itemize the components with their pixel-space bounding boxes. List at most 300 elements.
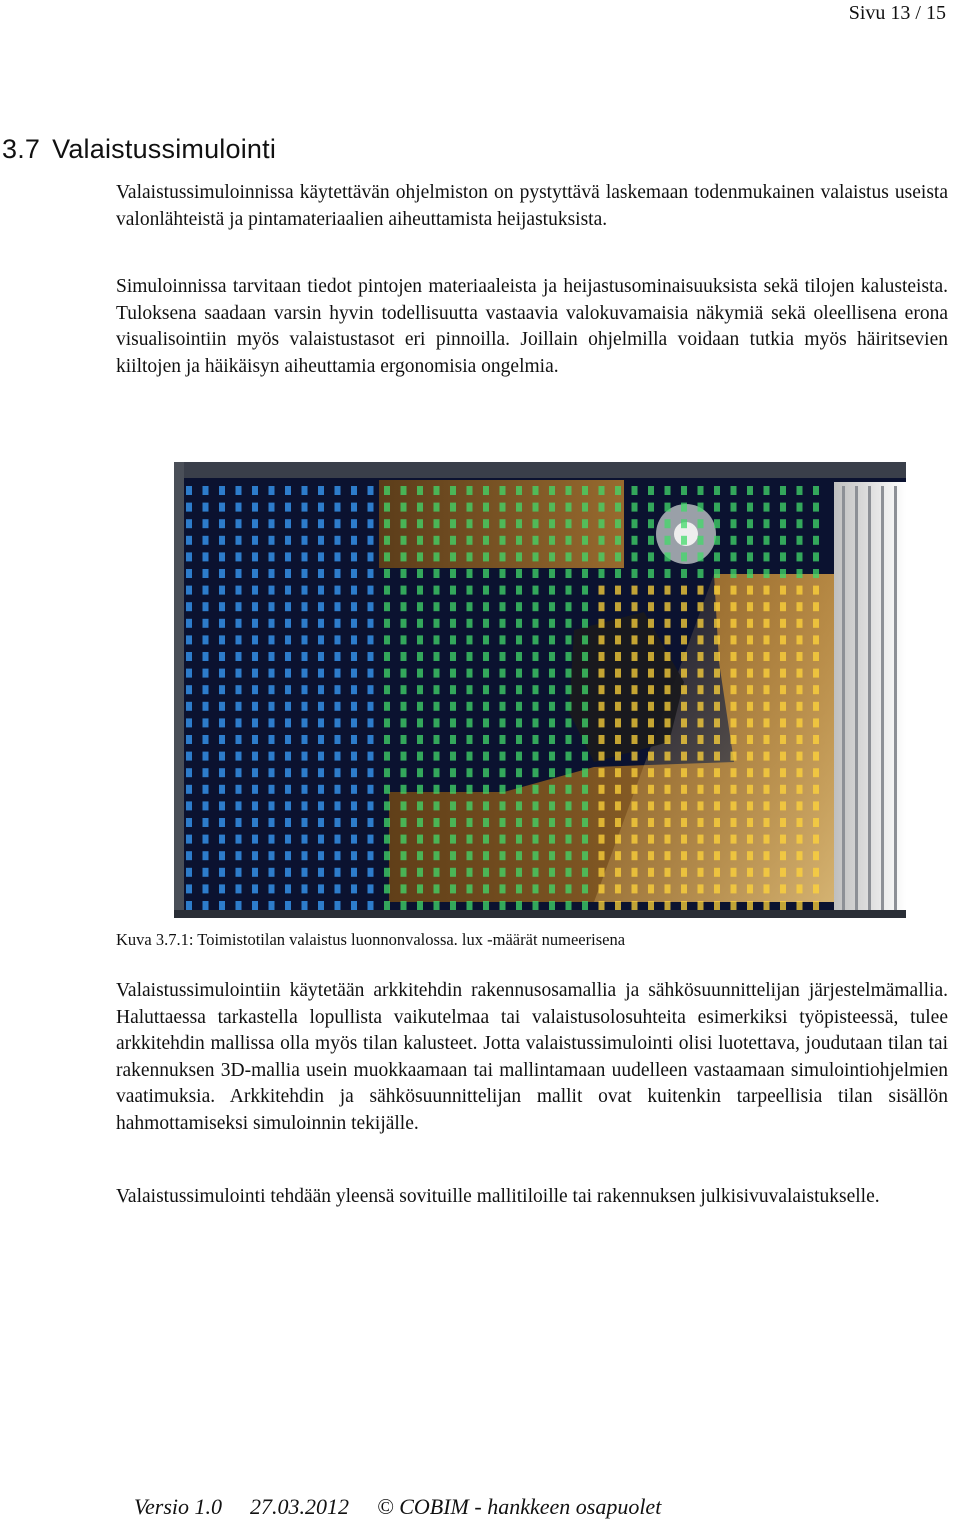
lux-marker [714,503,720,512]
lux-marker [219,735,225,744]
lux-marker [599,768,605,777]
lux-marker [549,569,555,578]
page-footer [134,1494,689,1520]
lux-marker [368,835,374,844]
lux-marker [335,536,341,545]
lux-marker [747,718,753,727]
lux-marker [747,486,753,495]
lux-marker [500,851,506,860]
lux-marker [797,519,803,528]
lux-marker [731,735,737,744]
lux-marker [368,536,374,545]
lux-marker [434,851,440,860]
lux-marker [698,569,704,578]
lux-marker [401,519,407,528]
lux-marker [500,901,506,910]
lux-marker [533,785,539,794]
lux-marker [318,519,324,528]
lux-marker [665,669,671,678]
lux-marker [285,718,291,727]
lux-marker [764,536,770,545]
lux-marker [681,851,687,860]
lux-marker [566,768,572,777]
lux-marker [714,785,720,794]
lux-marker [615,619,621,628]
lux-marker [714,768,720,777]
lux-marker [665,602,671,611]
lux-marker [681,635,687,644]
lux-marker [285,669,291,678]
lux-marker [549,752,555,761]
lux-marker [351,901,357,910]
lux-marker [648,586,654,595]
lux-marker [780,818,786,827]
lux-marker [533,652,539,661]
lux-marker [219,901,225,910]
lux-marker [236,801,242,810]
lux-marker [285,519,291,528]
lux-marker [483,486,489,495]
lux-marker [615,768,621,777]
lux-marker [285,586,291,595]
lux-marker [648,685,654,694]
lux-marker [516,735,522,744]
lux-marker [351,818,357,827]
page-number: Sivu 13 / 15 [848,2,946,24]
lux-marker [351,486,357,495]
lux-marker [747,901,753,910]
lux-marker [285,552,291,561]
lux-marker [599,884,605,893]
lux-marker [764,635,770,644]
lux-marker [731,851,737,860]
lux-marker [368,702,374,711]
lux-marker [516,586,522,595]
lux-marker [780,519,786,528]
lux-marker [467,851,473,860]
lux-marker [648,884,654,893]
lux-marker [401,801,407,810]
lux-marker [368,503,374,512]
lux-marker [582,503,588,512]
lux-marker [615,901,621,910]
lux-marker [747,884,753,893]
lux-marker [516,868,522,877]
lux-marker [516,884,522,893]
lux-marker [467,652,473,661]
lux-marker [780,635,786,644]
lux-marker [599,586,605,595]
lux-marker [714,586,720,595]
lux-marker [450,602,456,611]
lux-marker [813,702,819,711]
lux-marker [549,669,555,678]
lux-marker [269,586,275,595]
lux-marker [731,768,737,777]
lux-marker [203,702,209,711]
lux-marker [269,552,275,561]
lux-marker [285,486,291,495]
lux-marker [219,669,225,678]
lux-marker [186,702,192,711]
lux-marker [186,868,192,877]
lux-marker [302,735,308,744]
lux-marker [483,669,489,678]
lux-marker [467,669,473,678]
paragraph-requirements: Simuloinnissa tarvitaan tiedot pintojen materiaaleista ja heijastusominaisuuksista sekä tilojen kalusteista. Tuloksena saadaan varsin hyvin todellisuutta vastaavia valokuvamaisia näkymiä sekä oleellisena erona visualisointiin myös valaistustasot eri pinnoilla. Joillain ohjelmilla voidaan tutkia myös häiritsevien kiiltojen ja häikäisyn aiheuttamia ergonomisia ongelmia. [116,276,948,377]
lux-marker [302,519,308,528]
lux-marker [747,835,753,844]
lux-marker [714,801,720,810]
lux-marker [615,685,621,694]
lux-marker [714,536,720,545]
lux-marker [483,652,489,661]
lux-marker [384,552,390,561]
lux-marker [681,652,687,661]
lux-marker [780,868,786,877]
lux-marker [302,785,308,794]
lux-marker [384,702,390,711]
lux-marker [648,635,654,644]
lux-marker [698,486,704,495]
lux-marker [434,669,440,678]
lux-marker [500,519,506,528]
lux-marker [302,635,308,644]
lux-marker [813,752,819,761]
lux-marker [417,735,423,744]
lux-marker [318,785,324,794]
bottom-wall [174,910,906,918]
lux-marker [318,901,324,910]
lux-marker [236,884,242,893]
footer-copyright: © COBIM - hankkeen osapuolet [377,1494,662,1519]
lux-marker [516,503,522,512]
lux-marker [566,685,572,694]
lux-marker [500,552,506,561]
lux-marker [285,602,291,611]
lux-marker [318,569,324,578]
lux-marker [351,735,357,744]
lux-marker [533,801,539,810]
lux-marker [681,785,687,794]
lux-marker [483,619,489,628]
lux-marker [269,835,275,844]
lux-marker [417,868,423,877]
lux-marker [384,801,390,810]
lux-marker [351,519,357,528]
lux-marker [302,768,308,777]
lux-marker [219,503,225,512]
lux-marker [302,868,308,877]
lux-marker [698,851,704,860]
lux-marker [401,768,407,777]
lux-marker [417,785,423,794]
lux-marker [236,901,242,910]
lux-marker [252,519,258,528]
lux-marker [417,752,423,761]
lux-marker [401,901,407,910]
lux-marker [285,536,291,545]
lux-marker [500,835,506,844]
lux-marker [599,801,605,810]
lux-marker [335,901,341,910]
lux-marker [318,602,324,611]
lux-marker [582,685,588,694]
lux-marker [285,685,291,694]
lux-marker [269,901,275,910]
lux-marker [566,884,572,893]
lux-marker [483,768,489,777]
lux-marker [483,536,489,545]
lux-marker [615,569,621,578]
lux-marker [665,619,671,628]
lux-marker [500,536,506,545]
lux-marker [318,752,324,761]
lux-marker [335,752,341,761]
lux-marker [533,486,539,495]
lux-marker [500,569,506,578]
lux-marker [813,685,819,694]
lux-marker [780,503,786,512]
lux-marker [252,619,258,628]
lux-marker [681,619,687,628]
lux-marker [434,735,440,744]
lux-marker [368,868,374,877]
lux-marker [252,768,258,777]
lux-marker [368,586,374,595]
lux-marker [648,835,654,844]
lux-marker [318,768,324,777]
lux-marker [417,718,423,727]
figure-caption: Kuva 3.7.1: Toimistotilan valaistus luonnonvalossa. lux -määrät numeerisena [116,930,626,949]
lux-marker [566,818,572,827]
lux-marker [731,635,737,644]
lux-marker [731,602,737,611]
lux-marker [434,685,440,694]
lux-marker [219,835,225,844]
lux-marker [731,536,737,545]
lux-marker [632,901,638,910]
lux-marker [599,536,605,545]
lux-marker [252,868,258,877]
lux-marker [318,552,324,561]
lux-marker [533,602,539,611]
lux-marker [219,702,225,711]
lux-marker [615,602,621,611]
lux-marker [483,635,489,644]
lux-marker [780,586,786,595]
lux-marker [632,785,638,794]
lux-marker [582,635,588,644]
lux-marker [318,685,324,694]
lux-marker [698,785,704,794]
lux-marker [698,718,704,727]
lux-marker [731,801,737,810]
lux-marker [219,718,225,727]
lux-marker [764,569,770,578]
lux-marker [434,818,440,827]
lux-marker [236,486,242,495]
lux-marker [797,536,803,545]
lux-marker [401,718,407,727]
lux-marker [665,702,671,711]
lux-marker [252,735,258,744]
lux-marker [318,801,324,810]
lux-marker [615,785,621,794]
lux-marker [797,652,803,661]
lux-marker [335,835,341,844]
lux-marker [632,752,638,761]
lux-marker [566,835,572,844]
lux-marker [599,851,605,860]
lux-marker [285,652,291,661]
lux-marker [764,619,770,628]
lux-marker [632,851,638,860]
lux-marker [731,884,737,893]
lux-marker [516,669,522,678]
lux-marker [549,635,555,644]
lux-marker [252,669,258,678]
lux-marker [368,801,374,810]
lux-marker [566,519,572,528]
lux-marker [714,884,720,893]
lux-marker [500,785,506,794]
lux-marker [632,702,638,711]
lux-marker [417,901,423,910]
lux-marker [731,785,737,794]
lux-marker [450,486,456,495]
lux-marker [467,602,473,611]
lux-marker [698,652,704,661]
lux-marker [351,768,357,777]
lux-marker [186,619,192,628]
lux-marker [401,884,407,893]
lux-marker [285,884,291,893]
lux-marker [747,519,753,528]
lux-marker [368,619,374,628]
lighting-simulation-image [174,462,906,918]
lux-marker [582,619,588,628]
lux-marker [269,635,275,644]
lux-marker [780,702,786,711]
lux-marker [582,735,588,744]
lux-marker [450,884,456,893]
lux-marker [813,884,819,893]
lux-marker [417,835,423,844]
lux-marker [269,685,275,694]
lux-marker [368,884,374,893]
lux-marker [252,851,258,860]
lux-marker [714,652,720,661]
lux-marker [549,768,555,777]
lux-marker [698,586,704,595]
lux-marker [516,835,522,844]
lux-marker [632,486,638,495]
lux-marker [747,868,753,877]
lux-marker [236,851,242,860]
lux-marker [203,785,209,794]
lux-marker [665,835,671,844]
lux-marker [681,735,687,744]
lux-marker [797,569,803,578]
section-number: 3.7 [2,134,41,164]
lux-marker [599,752,605,761]
lux-marker [813,785,819,794]
lux-marker [302,619,308,628]
lux-marker [252,685,258,694]
lux-marker [318,735,324,744]
lux-marker [302,835,308,844]
lux-marker [731,718,737,727]
lux-marker [747,652,753,661]
lux-marker [731,685,737,694]
window-mullion [894,486,897,914]
lux-marker [318,702,324,711]
lux-marker [648,752,654,761]
lux-marker [731,901,737,910]
lux-marker [566,619,572,628]
lux-marker [417,519,423,528]
lux-marker [698,669,704,678]
lux-marker [483,901,489,910]
lux-marker [533,503,539,512]
lux-marker [236,519,242,528]
lux-marker [302,752,308,761]
lux-marker [401,818,407,827]
lux-marker [252,718,258,727]
lux-marker [417,685,423,694]
lux-marker [401,486,407,495]
lux-marker [483,801,489,810]
lux-marker [516,768,522,777]
lux-marker [467,884,473,893]
lux-marker [566,851,572,860]
lux-marker [780,552,786,561]
lux-marker [335,652,341,661]
lux-marker [764,652,770,661]
lux-marker [351,868,357,877]
lux-marker [285,619,291,628]
lux-marker [467,901,473,910]
lux-marker [533,768,539,777]
lux-marker [219,635,225,644]
lux-marker [269,619,275,628]
lux-marker [219,586,225,595]
lux-marker [203,835,209,844]
lux-marker [665,635,671,644]
lux-marker [368,569,374,578]
lux-marker [384,619,390,628]
lux-marker [450,685,456,694]
lux-marker [698,768,704,777]
lux-marker [566,702,572,711]
lux-marker [516,635,522,644]
lux-marker [203,801,209,810]
lux-marker [186,752,192,761]
lux-marker [566,569,572,578]
lux-marker [665,868,671,877]
lux-marker [335,702,341,711]
lux-marker [351,884,357,893]
lux-marker [764,718,770,727]
lux-marker [384,785,390,794]
top-wall [174,462,906,478]
lux-marker [219,685,225,694]
lux-marker [648,768,654,777]
lux-marker [747,586,753,595]
lux-marker [434,901,440,910]
lux-marker [252,503,258,512]
